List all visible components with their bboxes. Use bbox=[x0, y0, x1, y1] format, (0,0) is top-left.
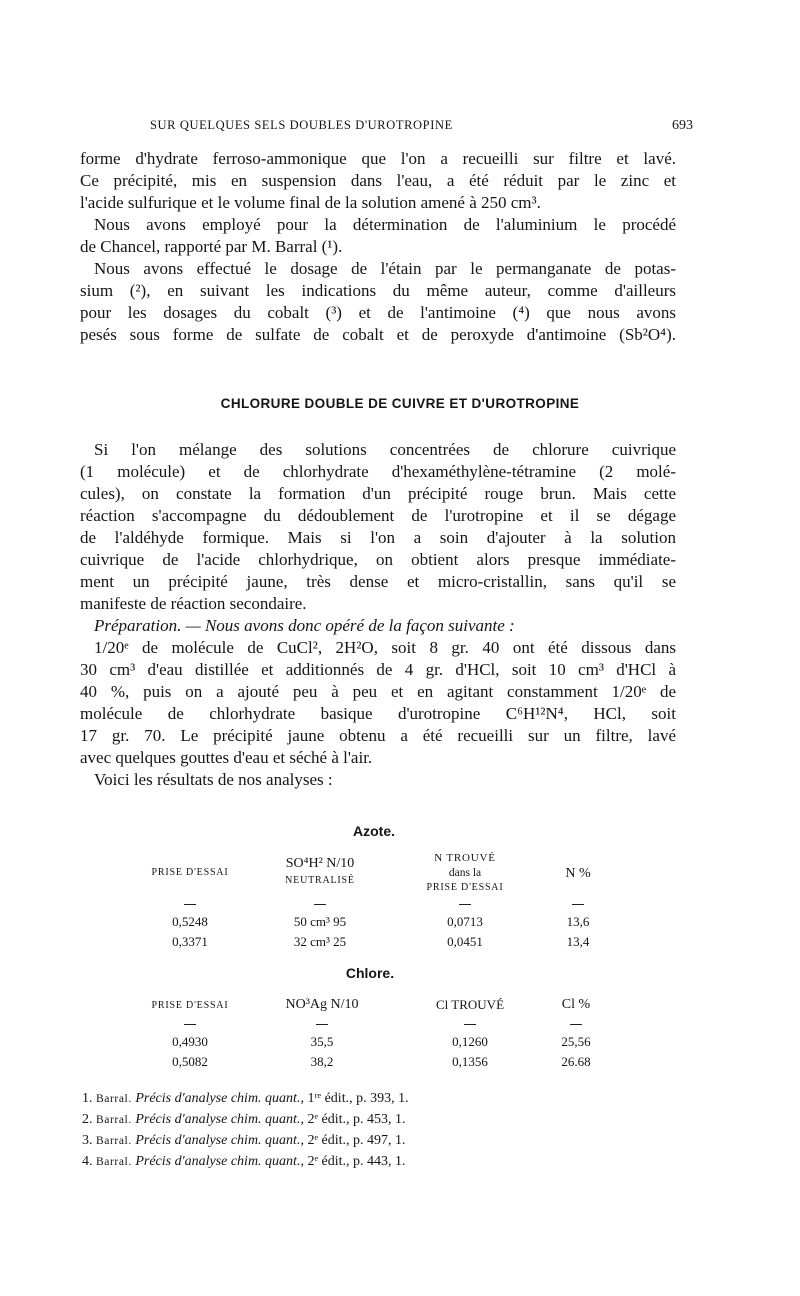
chlore-header-no3ag: NO³Ag N/10 bbox=[285, 997, 359, 1012]
text-line: cuivrique de l'acide chlorhydrique, on obtient alors presque immédiate- bbox=[80, 550, 676, 569]
footnote bbox=[82, 1088, 642, 1109]
azote-cell: 13,4 bbox=[566, 934, 590, 949]
azote-header-neutralise: NEUTRALISÉ bbox=[285, 875, 355, 886]
footnote bbox=[82, 1109, 642, 1130]
azote-header-prise-essai: PRISE D'ESSAI bbox=[426, 882, 504, 893]
running-title: SUR QUELQUES SELS DOUBLES D'UROTROPINE bbox=[150, 118, 453, 132]
text-line: réaction s'accompagne du dédoublement de l'urotropine et il se dégage bbox=[80, 506, 676, 525]
footnote-number: 2. bbox=[82, 1112, 93, 1127]
table-chlore-title: Chlore. bbox=[345, 965, 395, 981]
footnote-title: Précis d'analyse chim. quant., bbox=[135, 1154, 304, 1169]
footnote-author: Barral. bbox=[96, 1114, 132, 1126]
footnote-number: 3. bbox=[82, 1133, 93, 1148]
text-line: ment un précipité jaune, très dense et micro-cristallin, sans qu'il se bbox=[80, 572, 676, 591]
azote-dash bbox=[459, 904, 471, 905]
text-line: sium (²), en suivant les indications du même auteur, comme d'ailleurs bbox=[80, 281, 676, 300]
azote-cell: 13,6 bbox=[566, 914, 590, 929]
footnote bbox=[82, 1130, 642, 1151]
footnote-title: Précis d'analyse chim. quant., bbox=[135, 1091, 304, 1106]
footnote-number: 4. bbox=[82, 1154, 93, 1169]
chlore-cell: 26.68 bbox=[561, 1054, 591, 1069]
text-line: manifeste de réaction secondaire. bbox=[80, 594, 307, 613]
text-line: pesés sous forme de sulfate de cobalt et de peroxyde d'antimoine (Sb²O⁴). bbox=[80, 325, 676, 344]
footnote-title: Précis d'analyse chim. quant., bbox=[135, 1112, 304, 1127]
chlore-cell: 0,5082 bbox=[172, 1054, 208, 1069]
text-line: Nous avons effectué le dosage de l'étain par le permanganate de potas- bbox=[94, 259, 676, 278]
azote-header-prise: PRISE D'ESSAI bbox=[151, 867, 229, 878]
text-line: 17 gr. 70. Le précipité jaune obtenu a été recueilli sur un filtre, lavé bbox=[80, 726, 676, 745]
chlore-cell: 35,5 bbox=[310, 1034, 334, 1049]
table-azote-title: Azote. bbox=[353, 823, 395, 839]
azote-dash bbox=[184, 904, 196, 905]
azote-dash bbox=[314, 904, 326, 905]
azote-cell: 0,0713 bbox=[447, 914, 483, 929]
text-line: cules), on constate la formation d'un précipité rouge brun. Mais cette bbox=[80, 484, 676, 503]
text-line: 30 cm³ d'eau distillée et additionnés de 4 gr. d'HCl, soit 10 cm³ d'HCl à bbox=[80, 660, 676, 679]
chlore-dash bbox=[570, 1024, 582, 1025]
text-line: Ce précipité, mis en suspension dans l'eau, a été réduit par le zinc et bbox=[80, 171, 676, 190]
section-heading: CHLORURE DOUBLE DE CUIVRE ET D'UROTROPINE bbox=[220, 396, 580, 411]
chlore-header-prise: PRISE D'ESSAI bbox=[151, 1000, 229, 1011]
chlore-cell: 0,4930 bbox=[172, 1034, 208, 1049]
footnote-rest: 2ᵉ édit., p. 497, 1. bbox=[307, 1133, 406, 1148]
footnote-rest: 2ᵉ édit., p. 453, 1. bbox=[307, 1112, 406, 1127]
text-line-preparation: Préparation. — Nous avons donc opéré de la façon suivante : bbox=[94, 616, 515, 635]
azote-cell: 0,0451 bbox=[447, 934, 483, 949]
text-line: de Chancel, rapporté par M. Barral (¹). bbox=[80, 237, 343, 256]
text-line: Nous avons employé pour la détermination de l'aluminium le procédé bbox=[94, 215, 676, 234]
page-number: 693 bbox=[672, 118, 693, 133]
azote-cell: 32 cm³ 25 bbox=[293, 934, 347, 949]
footnotes bbox=[82, 1088, 642, 1172]
text-line: avec quelques gouttes d'eau et séché à l'air. bbox=[80, 748, 373, 767]
azote-cell: 0,3371 bbox=[172, 934, 208, 949]
chlore-dash bbox=[316, 1024, 328, 1025]
text-line: (1 molécule) et de chlorhydrate d'hexaméthylène-tétramine (2 molé- bbox=[80, 462, 676, 481]
azote-dash bbox=[572, 904, 584, 905]
footnote-rest: 1ʳᵉ édit., p. 393, 1. bbox=[307, 1091, 409, 1106]
chlore-header-percent: Cl % bbox=[561, 997, 591, 1012]
footnote-title: Précis d'analyse chim. quant., bbox=[135, 1133, 304, 1148]
text-line: pour les dosages du cobalt (³) et de l'antimoine (⁴) que nous avons bbox=[80, 303, 676, 322]
text-line: Voici les résultats de nos analyses : bbox=[94, 770, 333, 789]
azote-header-dans-la: dans la bbox=[448, 867, 482, 879]
chlore-cell: 0,1356 bbox=[452, 1054, 488, 1069]
text-line: molécule de chlorhydrate basique d'urotropine C⁶H¹²N⁴, HCl, soit bbox=[80, 704, 676, 723]
azote-cell: 0,5248 bbox=[172, 914, 208, 929]
footnote-number: 1. bbox=[82, 1091, 93, 1106]
text-line: de l'aldéhyde formique. Mais si l'on a soin d'ajouter à la solution bbox=[80, 528, 676, 547]
chlore-dash bbox=[184, 1024, 196, 1025]
footnote-author: Barral. bbox=[96, 1093, 132, 1105]
azote-header-n-trouve: N TROUVÉ bbox=[434, 852, 496, 864]
chlore-cell: 0,1260 bbox=[452, 1034, 488, 1049]
footnote-rest: 2ᵉ édit., p. 443, 1. bbox=[307, 1154, 406, 1169]
chlore-cell: 25,56 bbox=[561, 1034, 591, 1049]
azote-cell: 50 cm³ 95 bbox=[293, 914, 347, 929]
text-line: 40 %, puis on a ajouté peu à peu et en agitant constamment 1/20ᵉ de bbox=[80, 682, 676, 701]
footnote bbox=[82, 1151, 642, 1172]
azote-header-percent: N % bbox=[565, 866, 591, 881]
text-line: Si l'on mélange des solutions concentrées de chlorure cuivrique bbox=[94, 440, 676, 459]
text-line: l'acide sulfurique et le volume final de la solution amené à 250 cm³. bbox=[80, 193, 541, 212]
text-line: 1/20ᵉ de molécule de CuCl², 2H²O, soit 8 gr. 40 ont été dissous dans bbox=[94, 638, 676, 657]
chlore-header-cl-trouve: Cl TROUVÉ bbox=[435, 997, 505, 1012]
footnote-author: Barral. bbox=[96, 1156, 132, 1168]
chlore-cell: 38,2 bbox=[310, 1054, 334, 1069]
chlore-dash bbox=[464, 1024, 476, 1025]
footnote-author: Barral. bbox=[96, 1135, 132, 1147]
azote-header-acid: SO⁴H² N/10 bbox=[285, 856, 355, 871]
text-line: forme d'hydrate ferroso-ammonique que l'on a recueilli sur filtre et lavé. bbox=[80, 149, 676, 168]
